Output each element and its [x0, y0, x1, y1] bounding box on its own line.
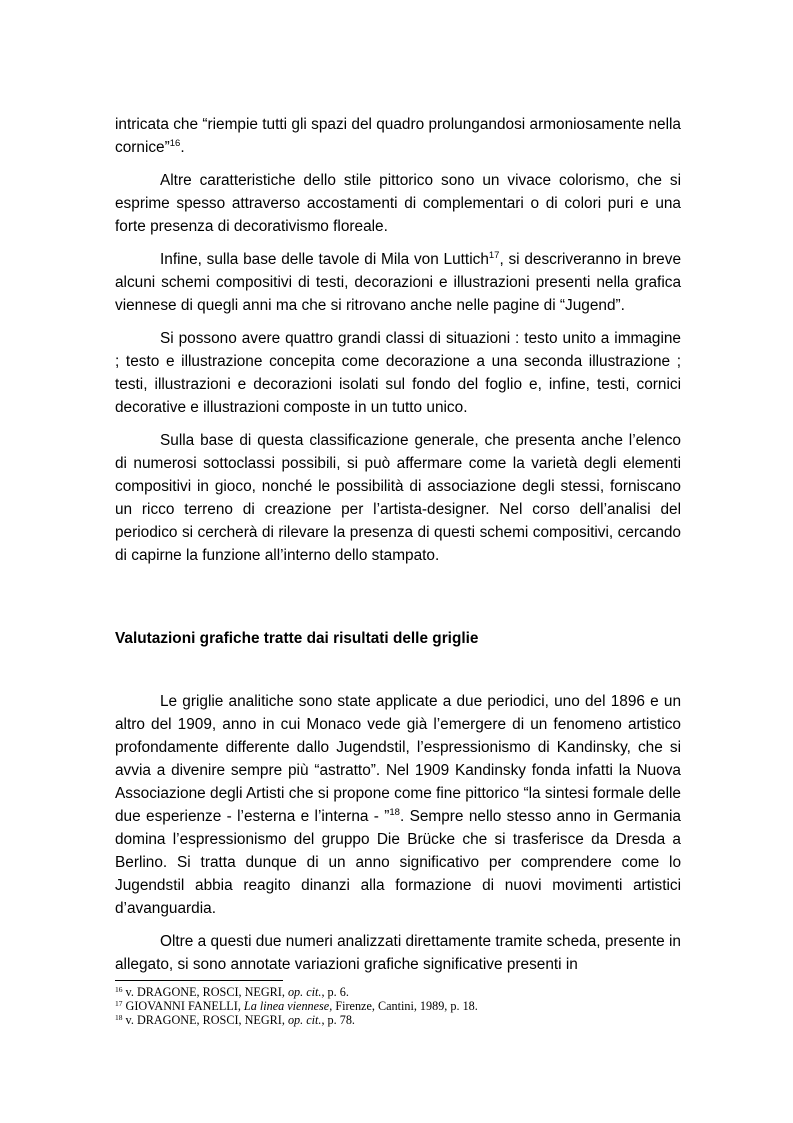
paragraph-text: . Sempre nello stesso anno in Germania domina l’espressionismo del gruppo Die Brücke che si trasferisce da Dresda a Berlino. Si tratta dunque di un anno significativo per comprendere come lo Jugendstil abbia reagito dinanzi alla formazione di nuovi movimenti artistici d’avanguardia. — [115, 808, 681, 917]
footnote-text: p. 6. — [324, 985, 349, 999]
paragraph-1 — [115, 113, 681, 159]
footnote-text: v. DRAGONE, ROSCI, NEGRI, — [122, 985, 288, 999]
page-body — [115, 113, 681, 1027]
footnote-ref-17[interactable]: 17 — [488, 250, 500, 261]
paragraph-text: . — [180, 139, 185, 156]
footnote-separator — [115, 980, 283, 981]
footnote-number: 18 — [115, 1013, 123, 1022]
footnote-title: La linea viennese — [243, 999, 330, 1013]
footnote-18 — [115, 1013, 681, 1027]
footnote-ref-16[interactable]: 16 — [169, 138, 181, 149]
footnote-ref-18[interactable]: 18 — [389, 807, 400, 818]
paragraph-text: Infine, sulla base delle tavole di Mila von Luttich — [160, 251, 489, 268]
footnote-number: 16 — [115, 985, 123, 994]
footnote-text: GIOVANNI FANELLI, — [122, 999, 244, 1013]
paragraph-text: Le griglie analitiche sono state applicate a due periodici, uno del 1896 e un altro del 1909, anno in cui Monaco vede già l’emergere di un fenomeno artistico profondamente differente dallo Jugendstil, l’espressionismo di Kandinsky, che si avvia a divenire sempre più “astratto”. Nel 1909 Kandinsky fonda infatti la Nuova Associazione degli Artisti che si propone come fine pittorico “la sintesi formale delle due esperienze - l’esterna e l’interna - ” — [115, 693, 681, 825]
paragraph-7: Oltre a questi due numeri analizzati direttamente tramite scheda, presente in allegato, si sono annotate variazioni grafiche significative presenti in — [115, 933, 681, 973]
footnote-17 — [115, 999, 681, 1013]
paragraph-text: , si descriveranno in breve alcuni schemi compositivi di testi, decorazioni e illustrazioni presenti nella grafica viennese di quegli anni ma che si ritrovano anche nelle pagine di “Jugend”. — [115, 251, 681, 314]
paragraph-5: Sulla base di questa classificazione generale, che presenta anche l’elenco di numerosi sottoclassi possibili, si può affermare come la varietà degli elementi compositivi in gioco, nonché le possibilità di associazione degli stessi, forniscano un ricco terreno di creazione per l’artista-designer. Nel corso dell’analisi del periodico si cercherà di rilevare la presenza di questi schemi compositivi, cercando di capirne la funzione all’interno dello stampato. — [115, 432, 681, 564]
footnote-title: op. cit. — [287, 1013, 322, 1027]
footnote-text: , Firenze, Cantini, 1989, p. 18. — [329, 999, 478, 1013]
paragraph-6 — [115, 690, 681, 920]
paragraph-4: Si possono avere quattro grandi classi di situazioni : testo unito a immagine ; testo e illustrazione concepita come decorazione a una seconda illustrazione ; testi, illustrazioni e decorazioni isolati sul fondo del foglio e, infine, testi, cornici decorative e illustrazioni composte in un tutto unico. — [115, 330, 681, 416]
footnotes — [115, 985, 681, 1027]
paragraph-3 — [115, 248, 681, 317]
footnote-number: 17 — [115, 999, 123, 1008]
footnote-16 — [115, 985, 681, 999]
footnote-text: , p. 78. — [321, 1013, 355, 1027]
paragraph-text: intricata che “riempie tutti gli spazi del quadro prolungandosi armoniosamente nella cornice” — [115, 116, 681, 156]
footnote-title: op. cit., — [287, 985, 325, 999]
section-heading: Valutazioni grafiche tratte dai risultati delle griglie — [115, 630, 479, 647]
paragraph-2: Altre caratteristiche dello stile pittorico sono un vivace colorismo, che si esprime spesso attraverso accostamenti di complementari o di colori puri e una forte presenza di decorativismo floreale. — [115, 172, 681, 235]
footnote-text: v. DRAGONE, ROSCI, NEGRI, — [122, 1013, 288, 1027]
